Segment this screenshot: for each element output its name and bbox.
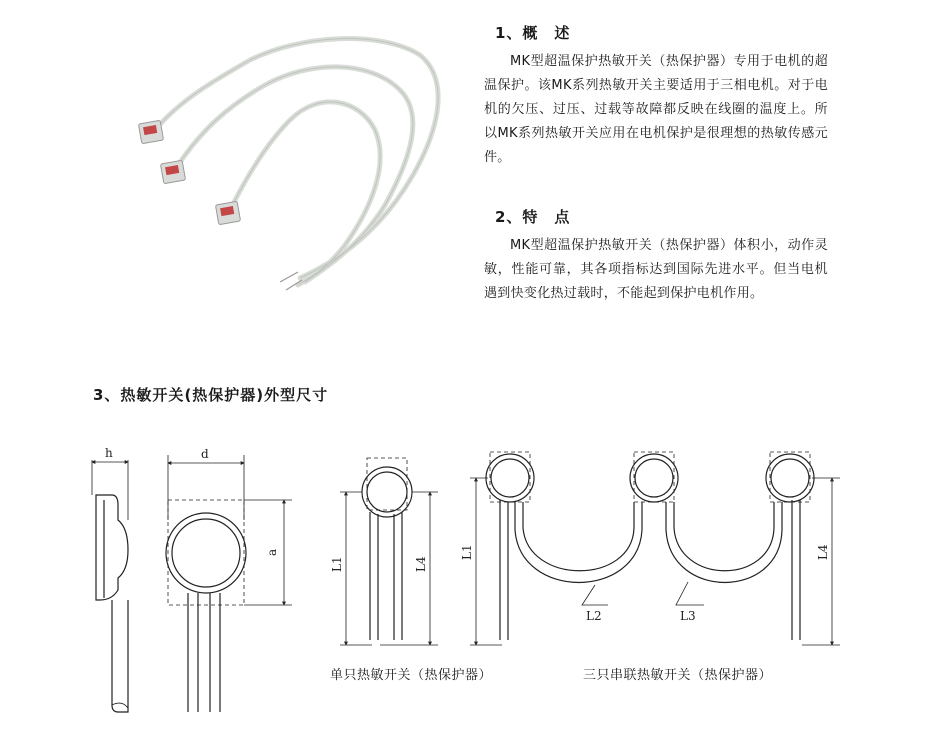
dim-l3-label: L3 (680, 609, 696, 623)
caption-single: 单只热敏开关（热保护器） (330, 668, 493, 683)
section-3-title: 3、热敏开关(热保护器)外型尺寸 (93, 386, 329, 404)
series-dim-l1-label: L1 (460, 544, 474, 560)
section-2-body: MK型超温保护热敏开关（热保护器）体积小，动作灵敏，性能可靠，其各项指标达到国际先进水平。但当电机遇到快变化热过载时，不能起到保护电机作用。 (484, 238, 828, 301)
dim-d-label: d (201, 447, 209, 461)
single-dim-l1-label: L1 (330, 556, 344, 572)
dim-l2-label: L2 (586, 609, 602, 623)
series-switch-drawing (470, 452, 840, 645)
single-switch-drawing (340, 458, 438, 645)
section-1-title: 1、概 述 (495, 24, 571, 42)
caption-triple: 三只串联热敏开关（热保护器） (583, 668, 773, 683)
front-view-drawing (166, 455, 292, 712)
series-dim-l4-label: L4 (816, 544, 830, 560)
section-2-title: 2、特 点 (495, 208, 571, 226)
dim-a-label: a (265, 548, 279, 556)
section-1-body: MK型超温保护热敏开关（热保护器）专用于电机的超温保护。该MK系列热敏开关主要适用于三相电机。对于电机的欠压、过压、过载等故障都反映在线圈的温度上。所以MK系列热敏开关应用在电机保护是很理想的热敏传感元件。 (484, 54, 828, 165)
dim-h-label: h (105, 446, 113, 460)
single-dim-l4-label: L4 (414, 556, 428, 572)
side-view-drawing (92, 460, 128, 712)
